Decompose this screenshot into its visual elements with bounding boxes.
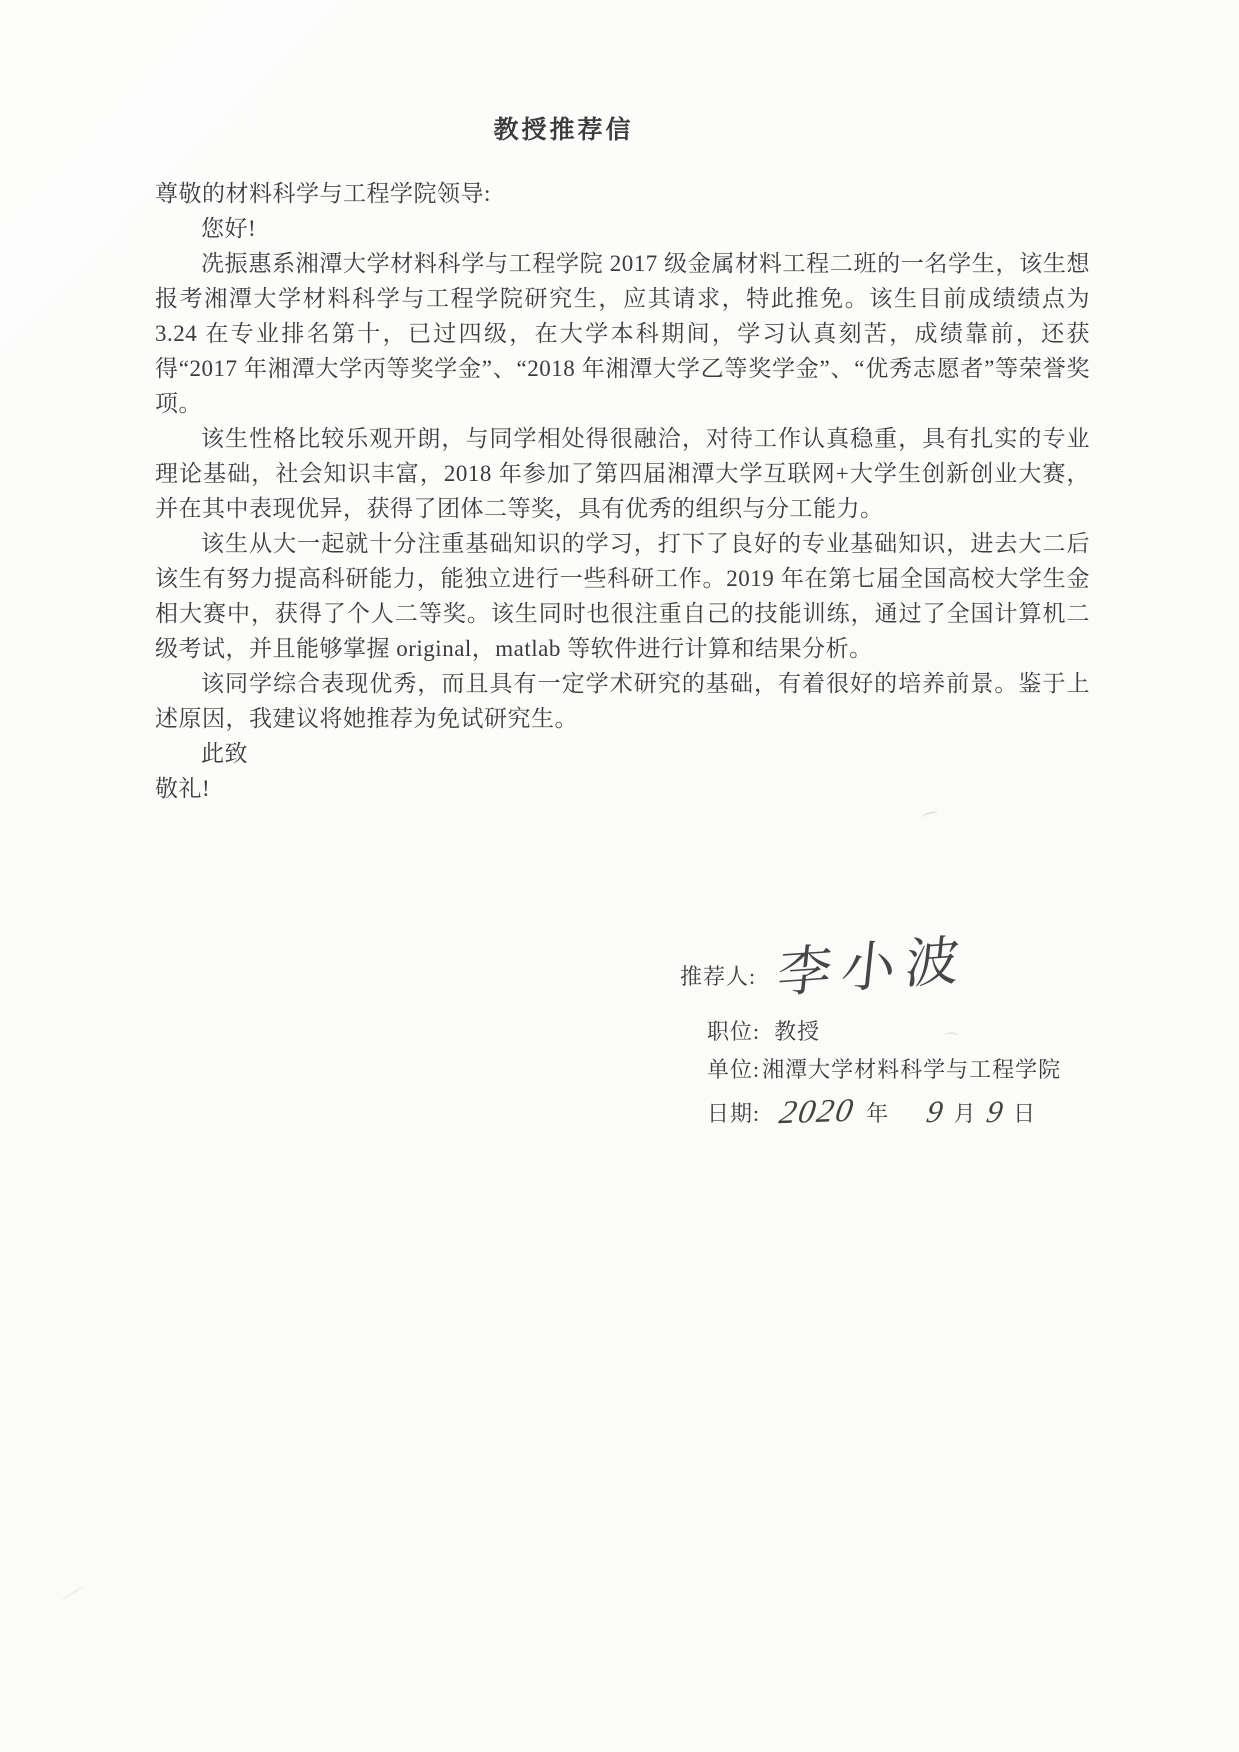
recommender-row bbox=[615, 929, 1175, 1012]
letter-title: 教授推荐信 bbox=[493, 117, 634, 144]
greeting: 您好! bbox=[201, 216, 257, 241]
month-suffix: 月 bbox=[953, 1100, 977, 1126]
pencil-mark bbox=[921, 810, 939, 822]
date-row bbox=[615, 1090, 1175, 1134]
unit-value: 湘潭大学材料科学与工程学院 bbox=[762, 1056, 1062, 1082]
handwritten-day: 9 bbox=[983, 1093, 1007, 1130]
paragraph-1: 冼振惠系湘潭大学材料科学与工程学院 2017 级金属材料工程二班的一名学生，该生想报考湘潭大学材料科学与工程学院研究生，应其请求，特此推免。该生目前成绩绩点为 3.24 在专业排名第十，已过四级，在大学本科期间，学习认真刻苦，成绩靠前，还获得“2017 年湘潭大学丙等奖学金”、“2018 年湘潭大学乙等奖学金”、“优秀志愿者”等荣誉奖项。 bbox=[155, 251, 1090, 416]
pencil-mark bbox=[60, 1586, 86, 1604]
paragraph-4: 该同学综合表现优秀，而且具有一定学术研究的基础，有着很好的培养前景。鉴于上述原因，我建议将她推荐为免试研究生。 bbox=[155, 671, 1090, 731]
salutation: 尊敬的材料科学与工程学院领导: bbox=[155, 181, 491, 206]
recommender-label: 推荐人: bbox=[680, 963, 757, 989]
handwritten-signature: 李小波 bbox=[774, 929, 973, 1004]
handwritten-month: 9 bbox=[924, 1093, 947, 1130]
closing-salute: 敬礼! bbox=[155, 776, 211, 801]
paragraph-3: 该生从大一起就十分注重基础知识的学习，打下了良好的专业基础知识，进去大二后该生有努力提高科研能力，能独立进行一些科研工作。2019 年在第七届全国高校大学生金相大赛中，获得了个人二等奖。该生同时也很注重自己的技能训练，通过了全国计算机二级考试，并且能够掌握 original，matlab 等软件进行计算和结果分析。 bbox=[155, 531, 1090, 661]
position-label: 职位: bbox=[707, 1018, 761, 1044]
closing-respectfully: 此致 bbox=[201, 741, 248, 766]
unit-label: 单位: bbox=[707, 1056, 761, 1082]
position-value: 教授 bbox=[774, 1018, 821, 1044]
unit-row bbox=[615, 1052, 1175, 1084]
paragraph-2: 该生性格比较乐观开朗，与同学相处得很融洽，对待工作认真稳重，具有扎实的专业理论基础，社会知识丰富，2018 年参加了第四届湘潭大学互联网+大学生创新创业大赛，并在其中表现优异，获得了团体二等奖，具有优秀的组织与分工能力。 bbox=[155, 426, 1090, 521]
signature-block bbox=[615, 929, 1175, 1134]
day-suffix: 日 bbox=[1013, 1100, 1037, 1126]
handwritten-year: 2020 bbox=[776, 1092, 858, 1131]
year-suffix: 年 bbox=[866, 1100, 890, 1126]
letter-body bbox=[155, 176, 1090, 806]
date-label: 日期: bbox=[707, 1100, 761, 1126]
position-row bbox=[615, 1014, 1175, 1046]
